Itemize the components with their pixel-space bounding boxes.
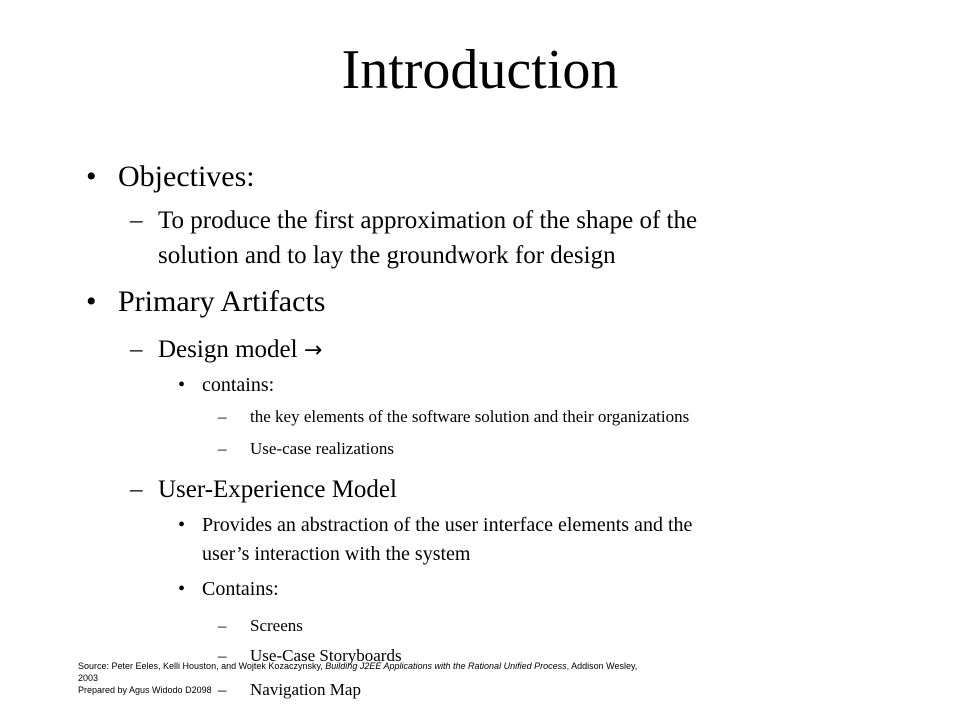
ux-model-provides-line2: user’s interaction with the system: [202, 543, 471, 565]
bullet-provides: •: [178, 514, 186, 536]
ux-model-contains-item: Use-Case Storyboards: [250, 646, 402, 665]
bullet-primary-artifacts: •: [86, 285, 97, 318]
source-prefix: Source: Peter Eeles, Kelli Houston, and Wojtek Kozaczynsky,: [78, 661, 326, 671]
right-arrow-icon: →: [303, 338, 323, 363]
design-model-label: Design model: [158, 336, 298, 363]
ux-model-label: User-Experience Model: [158, 476, 397, 503]
bullet-contains-ux: •: [178, 578, 186, 600]
dash-use-case-realizations: –: [218, 439, 227, 458]
bullet-contains: •: [178, 374, 186, 396]
dash-key-elements: –: [218, 407, 227, 426]
dash-ux-model: –: [130, 476, 143, 503]
objectives-text-line2: solution and to lay the groundwork for design: [158, 242, 616, 269]
objectives-heading: Objectives:: [118, 160, 255, 193]
design-model-contains-item: the key elements of the software solution and their organizations: [250, 407, 690, 426]
source-footnote: [78, 660, 638, 696]
source-book-title: Building J2EE Applications with the Rational Unified Process: [325, 661, 567, 671]
ux-model-provides-line1: Provides an abstraction of the user interface elements and the: [202, 514, 693, 536]
dash-storyboards: –: [218, 646, 227, 665]
dash-navigation-map: –: [218, 680, 227, 699]
prepared-by: Prepared by Agus Widodo D2098: [78, 685, 212, 695]
ux-model-contains-item: Navigation Map: [250, 680, 361, 699]
dash-screens: –: [218, 616, 227, 635]
source-publisher: , Addison Wesley, 2003: [78, 661, 638, 683]
dash-objectives-text: –: [130, 207, 143, 234]
objectives-text-line1: To produce the first approximation of the shape of the: [158, 207, 698, 234]
design-model-item: [158, 336, 322, 364]
slide-title: Introduction: [341, 39, 619, 101]
design-model-contains-item: Use-case realizations: [250, 439, 394, 458]
bullet-objectives: •: [86, 160, 97, 193]
design-model-contains-label: contains:: [202, 374, 275, 396]
ux-model-contains-item: Screens: [250, 616, 303, 635]
dash-design-model: –: [130, 336, 143, 363]
ux-model-contains-label: Contains:: [202, 578, 279, 600]
primary-artifacts-heading: Primary Artifacts: [118, 285, 326, 318]
